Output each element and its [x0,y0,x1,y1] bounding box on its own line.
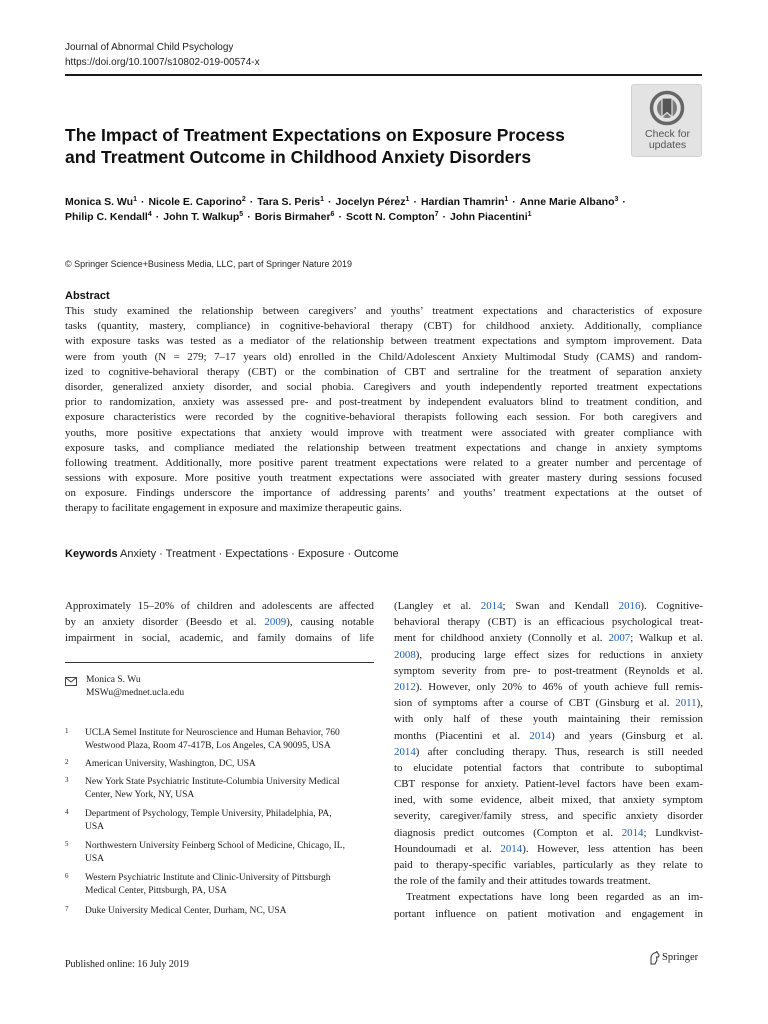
keyword[interactable]: Anxiety [120,548,157,560]
keyword-separator: · [159,548,163,560]
author-name[interactable]: Tara S. Peris [257,196,321,208]
keywords [65,547,399,561]
author-name[interactable]: Jocelyn Pérez [335,196,406,208]
springer-horse-icon [648,951,660,965]
keyword[interactable]: Treatment [165,548,216,560]
body-text-line: Approximately 15–20% of children and adolescents are affected [65,600,374,612]
envelope-icon [65,677,77,686]
body-text-line: impairment in social, academic, and family domains of life [65,632,374,645]
author-separator: · [140,196,145,208]
body-text-line: symptom severity from pre- to post-treatment (Reynolds et al. [394,664,703,677]
author-affiliation-marker: 4 [147,211,152,218]
author-affiliation-marker: 1 [320,196,324,203]
published-date: Published online: 16 July 2019 [65,959,189,970]
affiliation-number: 6 [65,872,69,880]
check-for-updates-badge[interactable] [631,84,702,157]
keyword-separator: · [347,548,351,560]
body-text-line: by an anxiety disorder (Beesdo et al. 2009), causing notable [65,616,374,629]
body-text-line: 2012). However, only 20% to 46% of youth achieve full remis- [394,680,703,693]
author-affiliation-marker: 1 [504,196,509,203]
journal-name: Journal of Abnormal Child Psychology [65,42,234,53]
citation-link[interactable]: 2011 [675,697,697,710]
affiliation-text: USA [85,854,105,864]
author-name[interactable]: Anne Marie Albano [519,196,615,208]
abstract-line: tasks (quantity, mastery, compliance) in cognitive-behavioral therapy (CBT) for childhood anxiety. Additionally, compliance [65,320,702,333]
author-affiliation-marker: 5 [239,211,244,218]
abstract-heading: Abstract [65,290,110,302]
citation-link[interactable]: 2016 [618,600,641,612]
body-text-line: behavioral therapy (CBT) is an efficacious psychological treat- [394,616,703,629]
badge-text: Check for [645,128,690,140]
author-affiliation-marker: 1 [405,196,410,203]
body-text-line: the role of the family and their attitudes towards treatment. [394,875,651,888]
body-right-column [394,598,703,922]
author-affiliation-marker: 7 [434,211,439,218]
badge-text: updates [648,139,687,151]
abstract-line: exposure characteristics were recorded by the cognitive-behavioral therapists following each session. For both caregivers and [65,411,702,424]
affiliation-text: UCLA Semel Institute for Neuroscience and Human Behavior, 760 [85,728,340,738]
author-name[interactable]: Nicole E. Caporino [148,196,242,208]
keyword[interactable]: Exposure [297,548,345,560]
keyword-separator: · [218,548,223,560]
affiliation-number: 7 [65,905,69,913]
author-separator: · [327,196,332,208]
author-name[interactable]: Boris Birmaher [254,211,331,223]
citation-link[interactable]: 2014 [480,600,503,612]
author-separator: · [442,211,447,223]
body-text-line: (Langley et al. 2014; Swan and Kendall 2016). Cognitive- [394,600,704,612]
body-text-line: to elucidate potential factors that contribute to suboptimal [394,761,703,774]
citation-link[interactable]: 2009 [264,616,287,629]
title-line: and Treatment Outcome in Childhood Anxiety Disorders [65,147,532,167]
affiliation-number: 5 [65,840,69,848]
abstract-line: sessions with exposure. More positive youth treatment expectations were associated with greater mastery during sessions focused [65,472,702,485]
abstract-line: This study examined the relationship between caregivers’ and youths’ treatment expectations and characteristics of exposure [65,305,702,317]
abstract-line: ized to cognitive-behavioral therapy (CBT) or the combination of CBT and sertraline for the treatment of separation anxiety [65,365,702,378]
body-text-line: ined, with some evidence, albeit mixed, that anxiety symptom [394,794,703,807]
citation-link[interactable]: 2014 [394,745,416,758]
citation-link[interactable]: 2007 [608,632,631,645]
author-name[interactable]: Philip C. Kendall [65,211,148,223]
abstract-line: therapy to facilitate engagement in exposure and maximize therapeutic gains. [65,502,402,515]
doi-link[interactable]: https://doi.org/10.1007/s10802-019-00574-x [65,57,260,68]
affiliation-text: Department of Psychology, Temple University, Philadelphia, PA, [85,809,332,819]
body-text-line: severity, caregiver/family stress, and specific anxiety disorder [394,810,703,823]
article-title [65,124,625,168]
author-separator: · [512,196,516,208]
affiliation-text: New York State Psychiatric Institute-Columbia University Medical [85,777,340,787]
author-affiliation-marker: 6 [330,211,335,218]
abstract-line: exposure tasks, and compliance mediated the relationship between treatment expectations and change in anxiety symptoms [65,441,702,454]
abstract-line: following treatment. Additionally, more positive parent treatment expectations were related to a greater number and percentage of [65,456,702,469]
affiliation-text: Center, New York, NY, USA [85,790,195,800]
citation-link[interactable]: 2014 [621,826,644,839]
publisher-logo [648,950,704,968]
affiliation-text: Medical Center, Pittsburgh, PA, USA [85,886,227,896]
abstract-line: on exposure. Findings underscore the importance of addressing parents’ and youths’ treatment expectations at the outset of [65,487,702,500]
citation-link[interactable]: 2012 [394,680,416,693]
body-text-line: 2008), producing large effect sizes for reductions in anxiety [394,648,703,661]
author-name[interactable]: Hardian Thamrin [420,196,505,208]
copyright-notice: © Springer Science+Business Media, LLC, part of Springer Nature 2019 [65,259,353,269]
bookmark-ring-icon [649,90,685,126]
author-separator: · [338,211,342,223]
footnote-rule [65,662,374,663]
abstract-body [65,304,702,517]
citation-link[interactable]: 2014 [500,842,523,855]
citation-link[interactable]: 2008 [394,648,416,661]
abstract-line: with exposure tasks was tested as a mediator of the relationship between treatment expectations and symptom improvement. Data [65,335,702,348]
corresponding-author-name: Monica S. Wu [86,675,141,685]
header-rule [65,74,702,76]
body-text-line: diagnosis predict outcomes (Compton et al. 2014; Lundkvist- [394,826,703,839]
abstract-line: disorder, generalized anxiety disorder, and social phobia. Caregivers and youth independently reported treatment expectations [65,380,702,393]
author-name[interactable]: John T. Walkup [163,211,240,223]
abstract-line: were from youth (N = 279; 7–17 years old) enrolled in the Child/Adolescent Anxiety Multimodal Study (CAMS) and random- [65,350,702,363]
author-name[interactable]: John Piacentini [450,211,528,223]
body-text-line: Treatment expectations have long been regarded as an im- [406,891,703,904]
keyword[interactable]: Expectations [225,548,289,560]
affiliation-number: 2 [65,758,69,766]
body-text-line: ment for childhood anxiety (Connolly et al. 2007; Walkup et al. [394,632,703,645]
author-separator: · [413,196,417,208]
author-separator: · [247,211,251,223]
affiliation-number: 1 [65,727,69,735]
publisher-name: Springer [662,952,699,963]
author-affiliation-marker: 1 [133,196,137,203]
author-separator: · [622,196,626,208]
author-affiliation-marker: 1 [527,211,532,218]
body-text-line: CBT response for anxiety. Patient-level factors have been exam- [394,778,703,791]
body-text-line: portant influence on patient motivation and engagement in [394,907,703,920]
author-name[interactable]: Monica S. Wu [65,196,134,208]
keyword-separator: · [291,548,295,560]
body-text-line: paid to therapy-specific variables, particularly as they relate to [394,859,703,871]
affiliation-number: 4 [65,808,69,816]
abstract-line: prior to randomization, anxiety was assessed pre- and post-treatment by independent evaluators blind to treatment condition, and [65,396,702,409]
affiliation-text: Western Psychiatric Institute and Clinic-University of Pittsburgh [85,873,331,883]
author-affiliation-marker: 2 [241,196,246,203]
author-separator: · [249,196,254,208]
keywords-label: Keywords [65,548,118,560]
keyword[interactable]: Outcome [354,548,399,560]
keyword-list [120,548,399,560]
body-text-line: 2014) after concluding therapy. Thus, research is still needed [394,745,703,758]
author-name[interactable]: Scott N. Compton [345,211,435,223]
affiliation-text: Northwestern University Feinberg School of Medicine, Chicago, IL, [85,841,345,851]
affiliation-text: USA [85,822,105,832]
corresponding-author-email[interactable]: MSWu@mednet.ucla.edu [86,688,185,698]
title-line: The Impact of Treatment Expectations on Exposure Process [65,125,565,145]
affiliation-text: Westwood Plaza, Room 47-417B, Los Angeles, CA 90095, USA [85,741,331,751]
body-text-line: with only half of these youth maintaining their remission [394,713,703,726]
affiliation-number: 3 [65,776,69,784]
affiliation-text: Duke University Medical Center, Durham, NC, USA [85,906,287,916]
citation-link[interactable]: 2014 [529,729,552,742]
author-list-line2 [65,207,705,225]
author-separator: · [155,211,160,223]
abstract-line: youths, more positive expectations that anxiety would improve with treatment were associated with greater compliance with [65,426,702,439]
affiliation-text: American University, Washington, DC, USA [85,759,256,769]
body-text-line: sion of symptoms after a course of CBT (Ginsburg et al. 2011), [394,697,703,710]
body-left-column [65,598,374,647]
body-text-line: months (Piacentini et al. 2014) and years (Ginsburg et al. [394,729,703,742]
body-text-line: Houndoumadi et al. 2014). However, less attention has been [394,842,703,855]
author-affiliation-marker: 3 [614,196,619,203]
